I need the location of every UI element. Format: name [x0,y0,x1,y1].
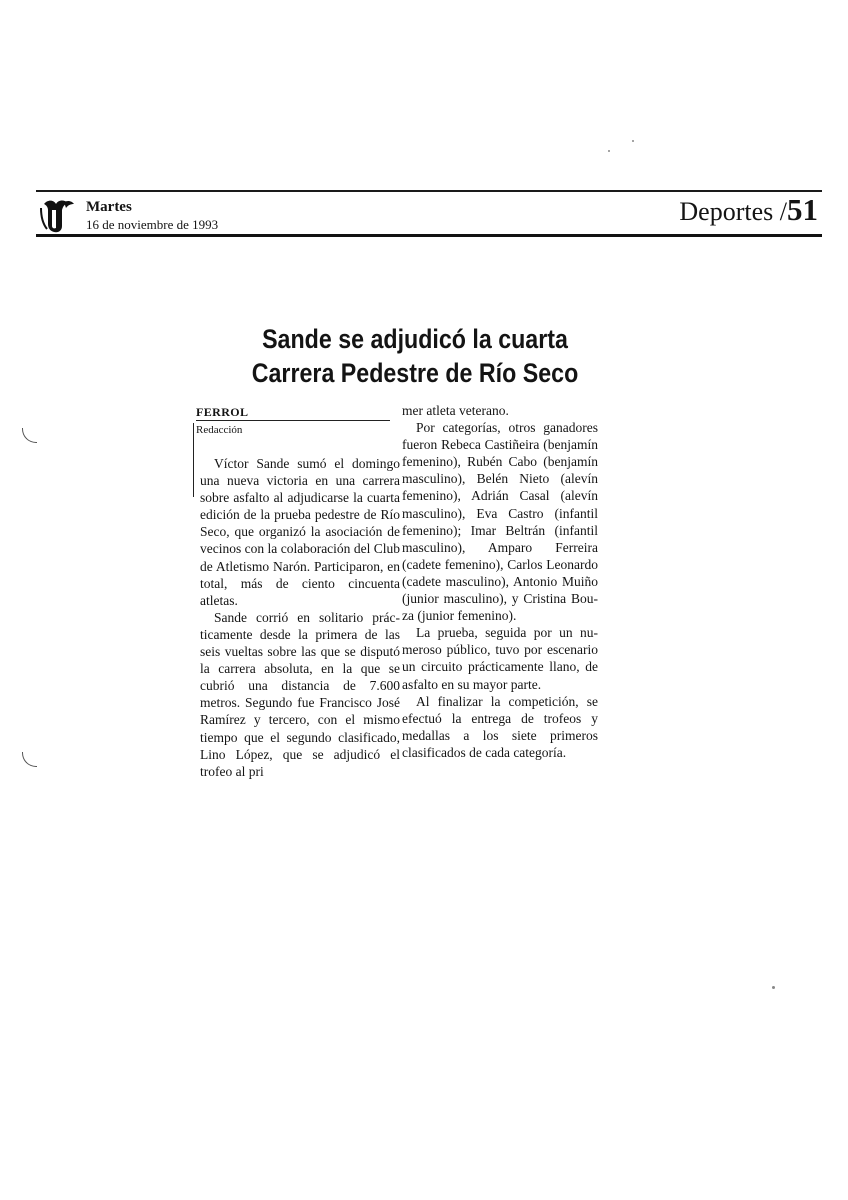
newspaper-logo-icon [38,196,78,236]
article-paragraph: Al finalizar la competición, se efectuó la entrega de trofeos y medallas a los siete primeros clasificados de cada categoría. [402,693,598,760]
article-paragraph: Por categorías, otros ganadores fueron Rebeca Castiñeira (benjamín femenino), Rubén Cabo (benjamín masculino), Belén Nieto (alevín femenino), Adrián Casal (alevín masculino), Eva Castro (infantil femenino); Imar Beltrán (infantil masculino), Amparo Ferreira (cadete femenino), Carlos Leonardo (cadete masculino), Antonio Muiño (junior masculino), y Cristina Bouza (junior femenino). [402,420,598,624]
article-paragraph: La prueba, seguida por un numeroso público, tuvo por escenario un circuito prácticamente llano, de asfalto en su mayor parte. [402,625,598,692]
headline-line-2: Carrera Pedestre de Río Seco [251,358,579,388]
article-column-2 [402,402,598,761]
scan-speck [608,150,610,152]
scan-speck [772,986,775,989]
scan-speck [632,140,634,142]
headline-line-1: Sande se adjudicó la cuarta [262,324,568,354]
byline-staff: Redacción [196,424,243,436]
article-headline [230,322,600,390]
scan-mark [22,428,37,443]
article-paragraph: mer atleta veterano. [402,403,509,418]
byline-bar [193,423,194,497]
section-separator: / [779,197,787,226]
article-paragraph: Víctor Sande sumó el domingo una nueva victoria en una carrera sobre asfalto al adjudicarse la cuarta edición de la prueba pedestre de Río Seco, que organizó la asociación de vecinos con la colaboración del Club de Atletismo Narón. Participaron, en total, más de ciento cincuenta atletas. [200,456,400,608]
masthead-day: Martes [86,199,132,215]
article-paragraph: Sande corrió en solitario prácticamente desde la primera de las seis vueltas sobre las que se disputó la carrera absoluta, en la que se cubrió una distancia de 7.600 metros. Segundo fue Francisco José Ramírez y tercero, con el mismo tiempo que el segundo clasificado, Lino López, que se adjudicó el trofeo al pri [200,609,400,779]
article-column-1 [200,455,400,780]
byline-city: FERROL [196,405,249,419]
byline [196,405,390,436]
masthead-date: 16 de noviembre de 1993 [86,217,219,232]
page-number: 51 [787,192,818,227]
scan-mark [22,752,37,767]
masthead-bottom-rule [36,234,822,237]
section-title [679,192,818,230]
section-name: Deportes [679,197,774,226]
byline-rule [196,420,390,421]
